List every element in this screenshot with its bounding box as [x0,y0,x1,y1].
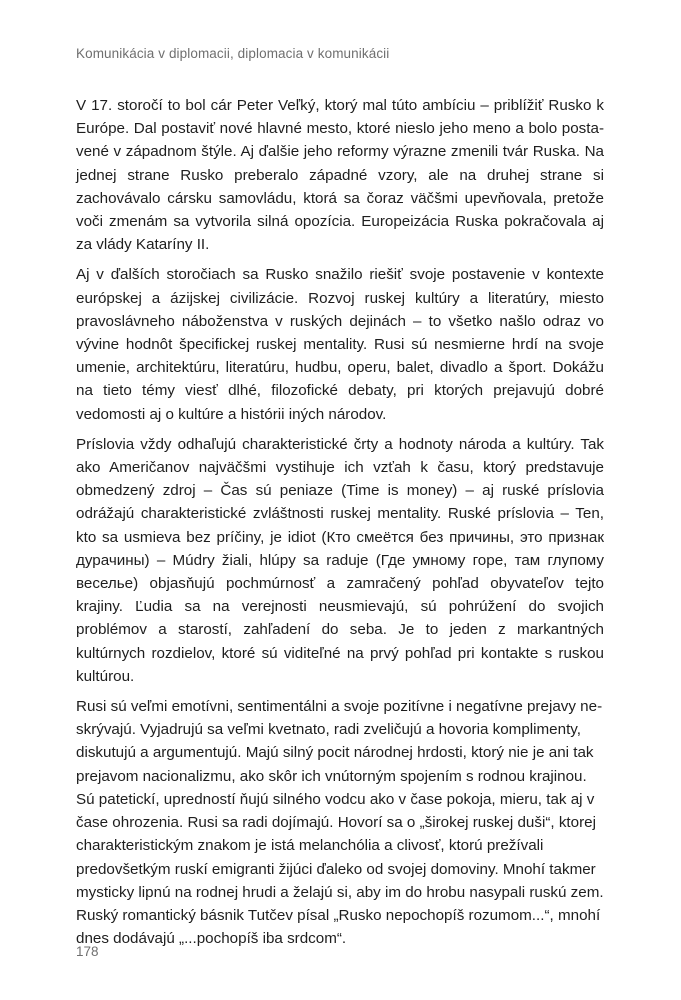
paragraph-2: Aj v ďalších storočiach sa Rusko snažilo riešiť svoje postavenie v kontexte európskej a ázijskej civilizácie. Rozvoj ruskej kultúry a literatúry, miesto pravoslávneho náboženstva v ruských dejinách – to všetko našlo odraz vo vývine hodnôt špecifickej ruskej mentality. Rusi sú nesmierne hrdí na svoje umenie, architektúru, literatúru, hudbu, operu, balet, divadlo a šport. Dokážu na tieto témy viesť dlhé, filozofické debaty, pri ktorých prejavujú dobré vedomosti aj o kultúre a histórii iných národov. [76,266,604,423]
body-text [76,94,604,957]
page-number: 178 [76,944,99,959]
paragraph-1: V 17. storočí to bol cár Peter Veľký, ktorý mal túto ambíciu – priblížiť Rusko k Európe. Dal postaviť nové hlavné mesto, ktoré nieslo jeho meno a bolo postavené v západnom štýle. Aj ďalšie jeho reformy výrazne zmenili tvár Ruska. Na jednej strane Rusko preberalo západné vzory, ale na druhej strane si zachovávalo cársku samovládu, ktorá sa čoraz väčšmi upevňovala, pretože voči zmenám sa vytvorila silná opozícia. Europeizácia Ruska pokračovala aj za vlády Kataríny II. [76,97,604,254]
paragraph-4: Rusi sú veľmi emotívni, sentimentálni a svoje pozitívne i negatívne prejavy neskrývajú. Vyjadrujú sa veľmi kvetnato, radi zveličujú a hovoria komplimenty, diskutujú a argumentujú. Majú silný pocit národnej hrdosti, ktorý nie je ani tak prejavom nacionalizmu, ako skôr ich vnútorným spojením s rodnou krajinou. Sú patetickí, upredností ňujú silného vodcu ako v čase pokoja, mieru, tak aj v čase ohrozenia. Rusi sa radi dojímajú. Hovorí sa o „širokej ruskej duši“, ktorej charakteristickým znakom je istá melanchólia a clivosť, ktorú prežívali predovšetkým ruskí emigranti žijúci ďaleko od svojej domoviny. Mnohí takmer mysticky lipnú na rodnej hrudi a želajú si, aby im do hrobu nasypali ruskú zem. Ruský romantický básnik Tutčev písal „Rusko nepochopíš rozumom...“, mnohí dnes dodávajú „...pochopíš iba srdcom“. [76,698,604,948]
paragraph-3: Príslovia vždy odhaľujú charakteristické črty a hodnoty národa a kultúry. Tak ako Američanov najväčšmi vystihuje ich vzťah k času, ktorý predstavuje obmedzený zdroj – Čas sú peniaze (Time is money) – aj ruské príslovia odrážajú charakteristické zvláštnosti ruskej mentality. Ruské príslovia – Ten, kto sa usmieva bez príčiny, je idiot (Кто смеётся без причины, это признак дурачины) – Múdry žiali, hlúpy sa raduje (Где умному горе, там глупому веселье) objasňujú pochmúrnosť a zamračený pohľad obyvateľov tejto krajiny. Ľudia sa na verejnosti neusmievajú, sú pohrúžení do svojich problémov a starostí, zahľadení do seba. Je to jeden z markantných kultúrnych rozdielov, ktoré sú viditeľné na prvý pohľad pri kontakte s ruskou kultúrou. [76,435,604,685]
running-header: Komunikácia v diplomacii, diplomacia v komunikácii [76,46,390,61]
